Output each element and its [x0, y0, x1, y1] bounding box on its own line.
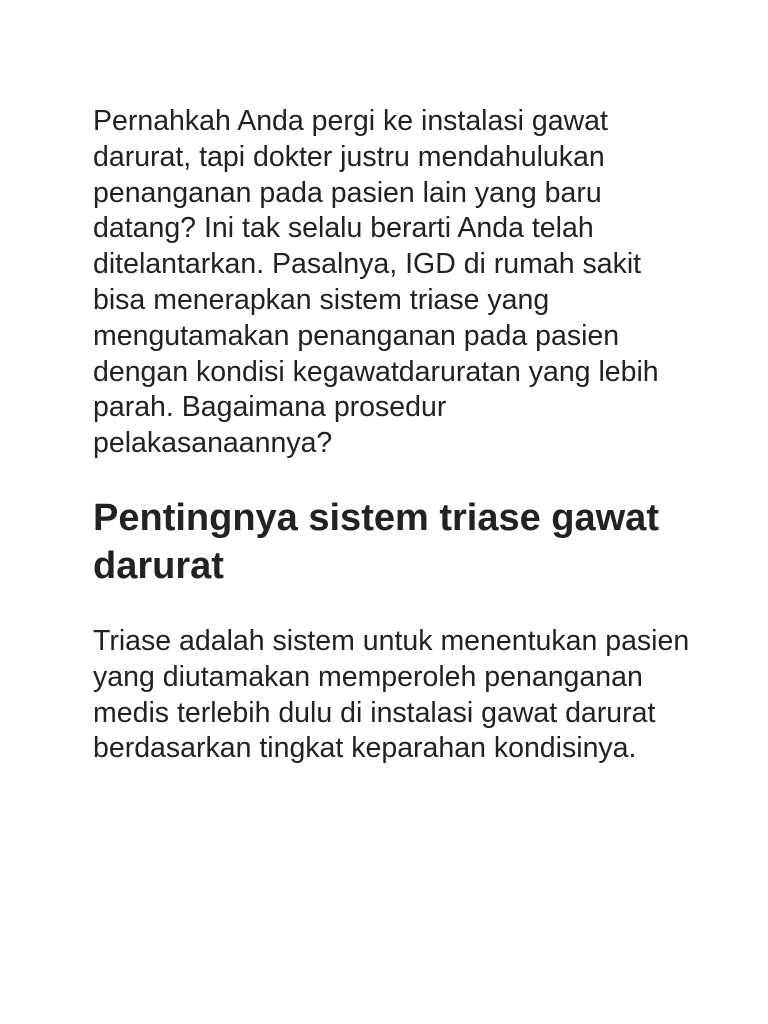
article-body [93, 104, 693, 767]
section-heading: Pentingnya sistem triase gawat darurat [93, 496, 659, 587]
intro-paragraph: Pernahkah Anda pergi ke instalasi gawat darurat, tapi dokter justru mendahulukan penanganan pada pasien lain yang baru datang? Ini tak selalu berarti Anda telah ditelantarkan. Pasalnya, IGD di rumah sakit bisa menerapkan sistem triase yang mengutamakan penanganan pada pasien dengan kondisi kegawatdaruratan yang lebih parah. Bagaimana prosedur pelakasanaannya? [93, 105, 659, 460]
section-paragraph: Triase adalah sistem untuk menentukan pasien yang diutamakan memperoleh penanganan medis terlebih dulu di instalasi gawat darurat berdasarkan tingkat keparahan kondisinya. [93, 624, 690, 765]
